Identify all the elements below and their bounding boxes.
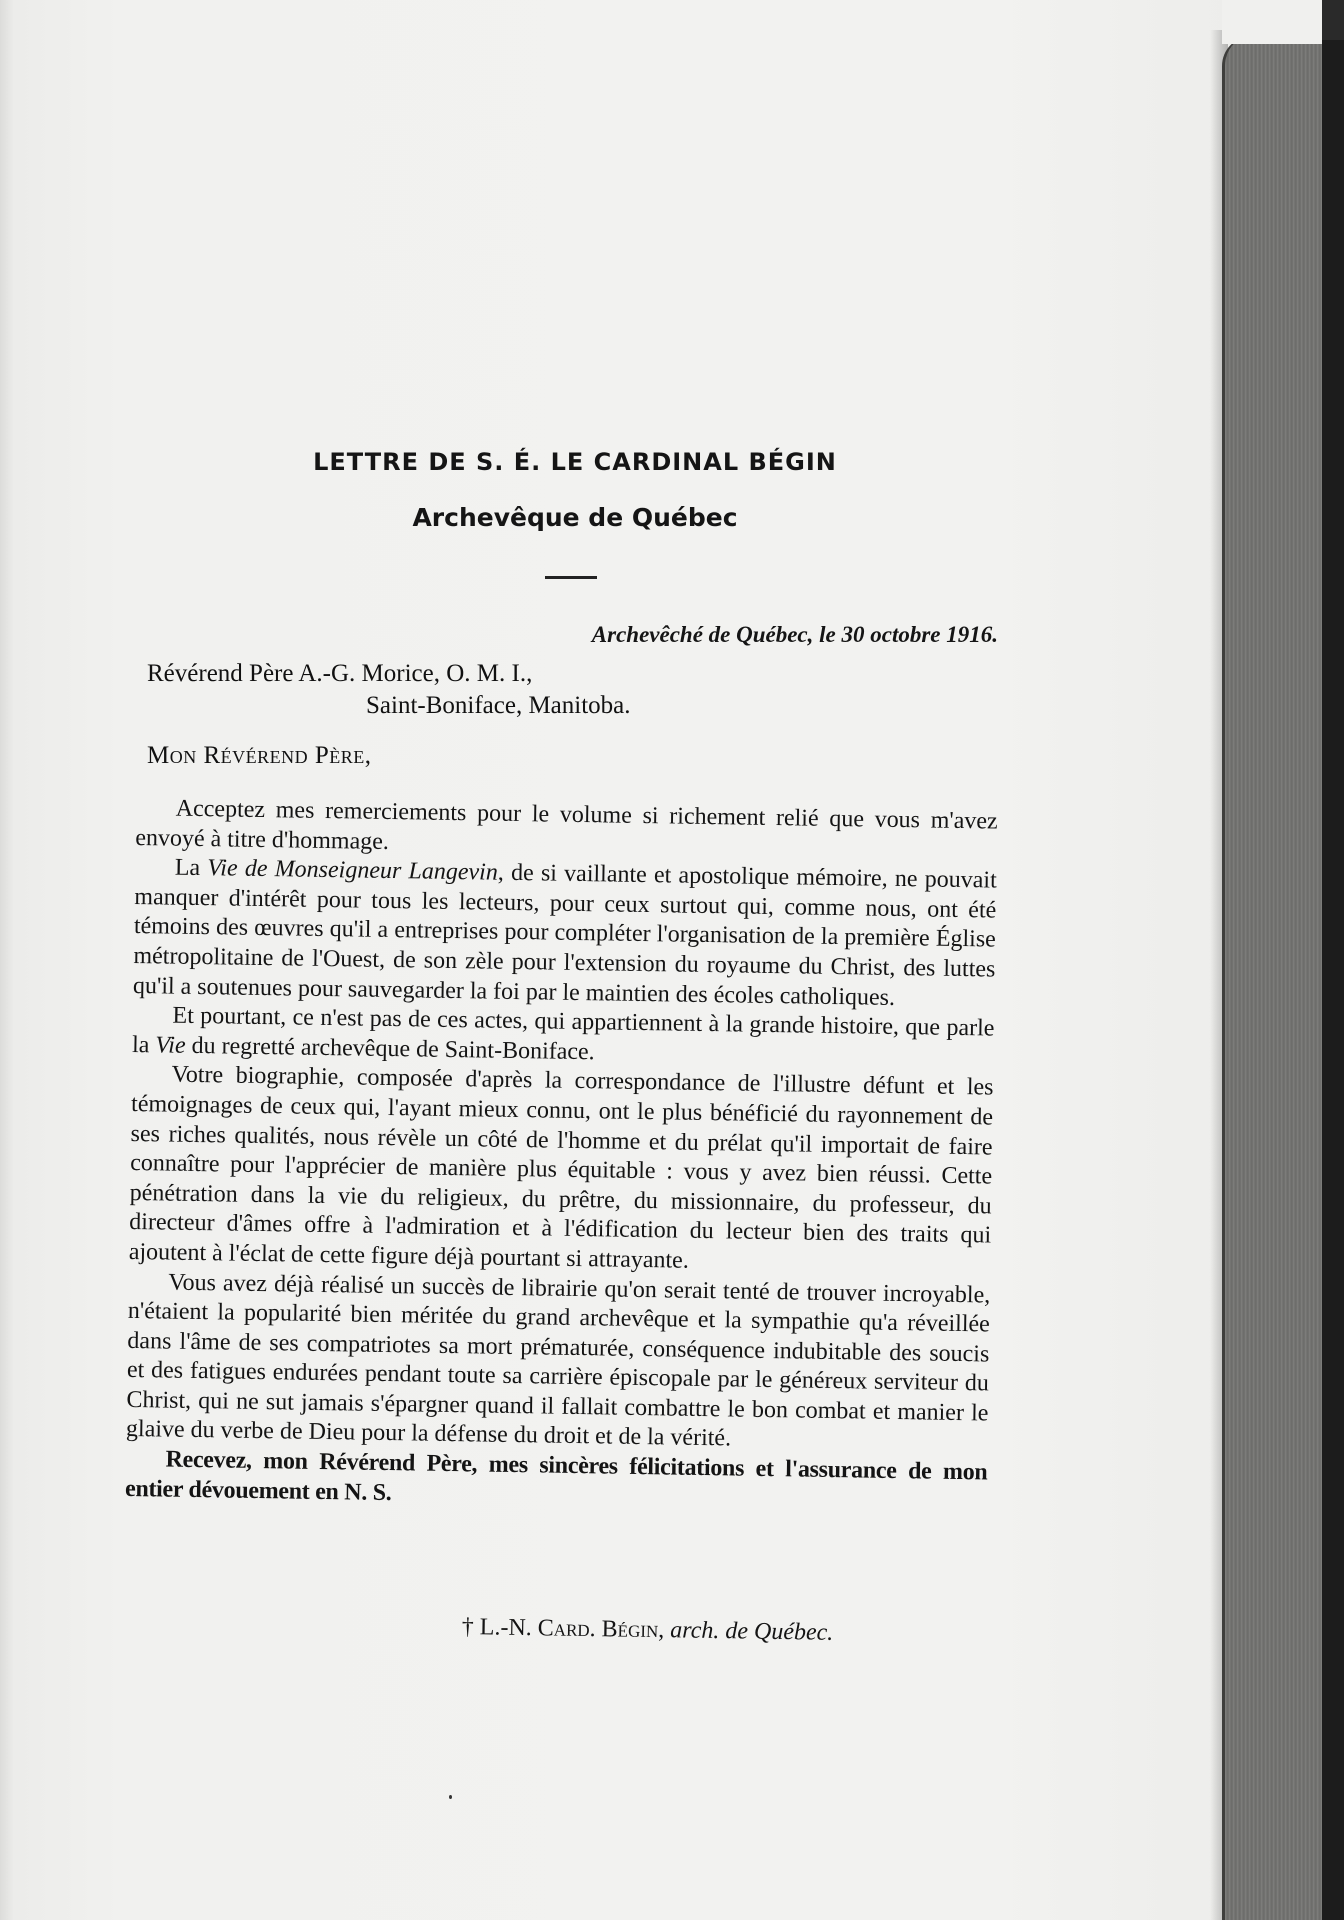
paragraph-2-lead: La	[174, 854, 208, 882]
title-rule	[545, 576, 597, 579]
paragraph-6-closing: Recevez, mon Révérend Père, mes sincères félicitations et l'assurance de mon entier dévouement en N. S.	[124, 1446, 988, 1506]
scan-border-top	[1322, 0, 1344, 40]
book-page-edges	[1222, 36, 1325, 1920]
book-title-reference: Vie de Monseigneur Langevin	[207, 855, 499, 886]
recipient-address: Saint-Boniface, Manitoba.	[366, 692, 631, 719]
paragraph-4: Votre biographie, composée d'après la correspondance de l'illustre défunt et les témoignages de ceux qui, l'ayant mieux connu, ont le plus bénéficié du rayonnement de ses riches qualités, nous révèle un côté de l'homme et du prélat qu'il importait de faire connaître pour l'apprécier de manière plus équitable : vous y avez bien réussi. Cette pénétration dans la vie du religieux, du prêtre, du missionnaire, du professeur, du directeur d'âmes offre à l'admiration et à l'édification du lecteur bien des traits qui ajoutent à l'éclat de cette figure déjà pourtant si attrayante.	[128, 1061, 994, 1274]
recipient-name: Révérend Père A.-G. Morice, O. M. I.,	[147, 660, 533, 687]
paragraph-3-lead: Et pourtant, ce n'est pas de ces actes, qui appartiennent à la grande histoire, que parle la	[131, 1002, 995, 1059]
paragraph-5: Vous avez déjà réalisé un succès de librairie qu'on serait tenté de trouver incroyable, n'étaient la popularité bien méritée du grand archevêque et la sympathie qu'a réveillée dans l'âme de ses compatriotes sa mort prématurée, conséquence indubitable des soucis et des fatigues endurées pendant toute sa carrière épiscopale par le généreux serviteur du Christ, qui ne sut jamais s'épargner quand il fallait combattre le bon combat et manier le glaive du verbe de Dieu pour la défense du droit et de la vérité.	[125, 1269, 991, 1452]
paper-speck	[449, 1795, 452, 1799]
paragraph-1: Acceptez mes remerciements pour le volume si richement relié que vous m'avez envoyé à titre d'hommage.	[135, 795, 998, 855]
scan-border	[1322, 0, 1344, 1920]
paragraph-3-rest: du regretté archevêque de Saint-Boniface.	[185, 1032, 595, 1065]
signature-name: † L.-N. Card. Bégin,	[461, 1614, 665, 1644]
paragraph-2-rest: , de si vaillante et apostolique mémoire, ne pouvait manquer d'intérêt pour tous les lecteurs, pour ceux surtout qui, comme nous, ont été témoins des œuvres qu'il a entreprises pour compléter l'organisation de la première Église métropolitaine de l'Ouest, de son zèle pour l'extension du royaume du Christ, des luttes qu'il a soutenues pour sauvegarder la foi par le maintien des écoles catholiques.	[132, 859, 997, 1011]
salutation: Mon Révérend Père,	[147, 742, 372, 769]
letter-title: LETTRE DE S. É. LE CARDINAL BÉGIN	[313, 448, 837, 476]
signature-title: arch. de Québec.	[664, 1617, 834, 1646]
vie-reference: Vie	[155, 1032, 186, 1059]
letter-subtitle: Archevêque de Québec	[412, 503, 738, 532]
paragraph-2	[133, 853, 997, 1014]
letter-body	[125, 794, 998, 1518]
dateline: Archevêché de Québec, le 30 octobre 1916.	[591, 622, 998, 647]
